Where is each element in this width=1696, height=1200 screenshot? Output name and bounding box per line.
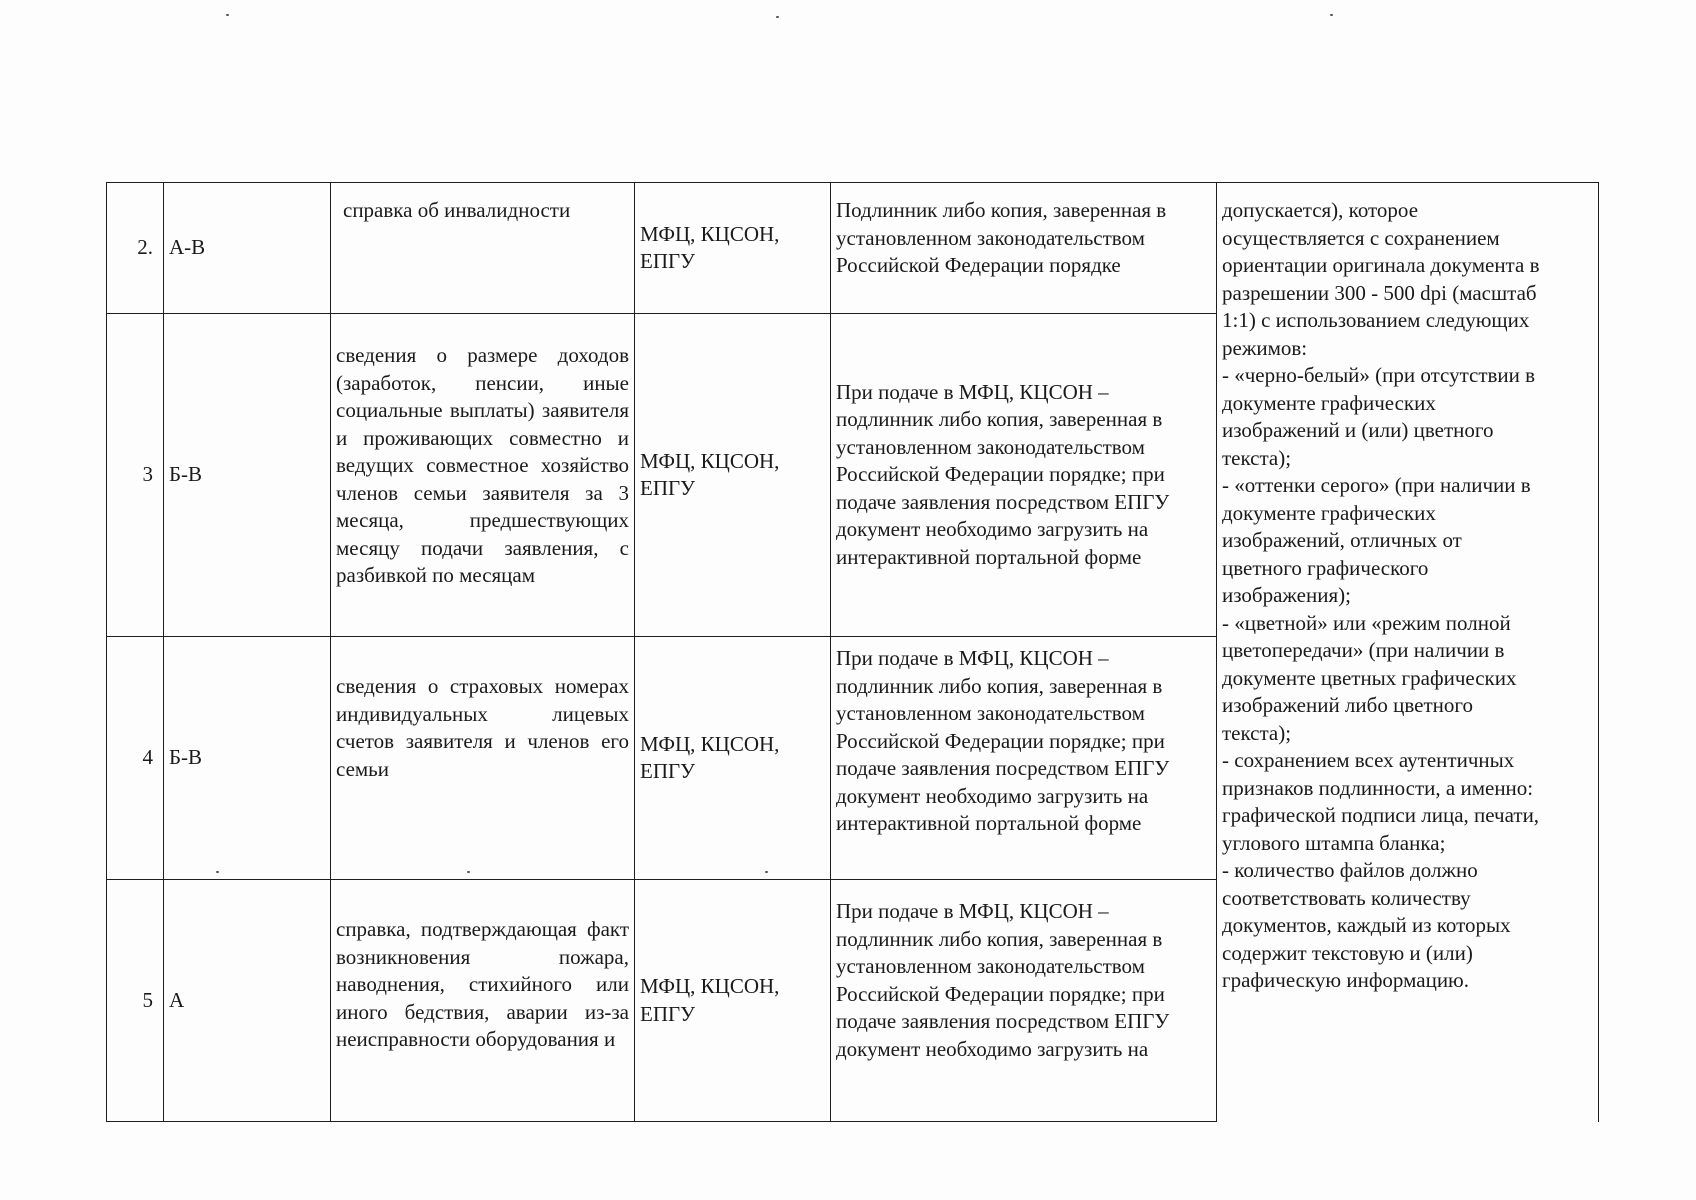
requirement-line: изображения); (1222, 583, 1351, 607)
row-where-submit: МФЦ, КЦСОН, ЕПГУ (635, 880, 831, 1122)
row-category: А (164, 880, 331, 1122)
row-category: Б-В (164, 314, 331, 637)
row-document: справка об инвалидности (331, 183, 635, 314)
scan-speck (765, 871, 768, 873)
row-submission-form: При подаче в МФЦ, КЦСОН – подлинник либо копия, заверенная в установленном законодательством Российской Федерации порядке; при подаче заявления посредством ЕПГУ документ необходимо загрузить на интерактивной портальной форме (831, 314, 1217, 637)
requirement-line: изображений и (или) цветного (1222, 418, 1494, 442)
scan-speck (1330, 14, 1333, 16)
row-submission-form: Подлинник либо копия, заверенная в установленном законодательством Российской Федерации порядке (831, 183, 1217, 314)
requirement-line: ориентации оригинала документа в (1222, 253, 1540, 277)
requirement-line: документе графических (1222, 500, 1436, 525)
row-submission-form: При подаче в МФЦ, КЦСОН – подлинник либо копия, заверенная в установленном законодательством Российской Федерации порядке; при подаче заявления посредством ЕПГУ документ необходимо загрузить на (831, 880, 1217, 1122)
requirement-line: - «оттенки серого» (при наличии в (1222, 473, 1531, 497)
requirement-line: разрешении 300 - 500 dpi (масштаб (1222, 280, 1537, 305)
requirement-line: документов, каждый из которых (1222, 913, 1511, 937)
scan-speck (467, 871, 470, 873)
row-category: Б-В (164, 637, 331, 880)
row-document: сведения о размере доходов (заработок, пенсии, иные социальные выплаты) заявителя и проживающих совместно и ведущих совместное хозяйство членов семьи заявителя за 3 месяца, предшествующих месяцу подачи заявления, с разбивкой по месяцам (331, 314, 635, 637)
requirement-line: углового штампа бланка; (1222, 830, 1446, 855)
requirement-line: цветопередачи» (при наличии в (1222, 638, 1505, 662)
requirement-line: документе цветных графических (1222, 665, 1517, 690)
row-category: А-В (164, 183, 331, 314)
requirement-line: графической подписи лица, печати, (1222, 803, 1540, 827)
requirement-line: допускается), которое (1222, 198, 1419, 222)
requirement-line: документе графических (1222, 390, 1436, 415)
requirements-cell (1217, 183, 1599, 1122)
requirement-line: текста); (1222, 720, 1292, 745)
requirement-line: - количество файлов должно (1222, 858, 1478, 882)
row-number: 5 (107, 880, 164, 1122)
scan-speck (216, 871, 219, 873)
requirement-line: осуществляется с сохранением (1222, 225, 1500, 250)
documents-table (106, 182, 1599, 1122)
requirement-line: изображений, отличных от (1222, 528, 1462, 552)
requirement-line: соответствовать количеству (1222, 885, 1471, 910)
scan-speck (226, 14, 229, 16)
requirement-line: признаков подлинности, а именно: (1222, 775, 1534, 800)
requirement-line: - «цветной» или «режим полной (1222, 610, 1511, 635)
row-number: 2. (107, 183, 164, 314)
row-where-submit: МФЦ, КЦСОН, ЕПГУ (635, 314, 831, 637)
row-number: 3 (107, 314, 164, 637)
scan-speck (776, 16, 779, 18)
requirement-line: изображений либо цветного (1222, 693, 1473, 717)
requirement-line: 1:1) с использованием следующих (1222, 308, 1530, 332)
row-where-submit: МФЦ, КЦСОН, ЕПГУ (635, 637, 831, 880)
requirements-list (1222, 197, 1593, 995)
row-document: справка, подтверждающая факт возникновения пожара, наводнения, стихийного или иного бедствия, аварии из-за неисправности оборудования и (331, 880, 635, 1122)
requirement-line: - «черно-белый» (при отсутствии в (1222, 363, 1536, 387)
requirement-line: графическую информацию. (1222, 968, 1469, 992)
requirement-line: содержит текстовую и (или) (1222, 940, 1473, 965)
table-row (107, 183, 1599, 314)
requirement-line: цветного графического (1222, 555, 1429, 580)
row-document: сведения о страховых номерах индивидуальных лицевых счетов заявителя и членов его семьи (331, 637, 635, 880)
row-number: 4 (107, 637, 164, 880)
requirement-line: текста); (1222, 445, 1292, 470)
row-where-submit: МФЦ, КЦСОН, ЕПГУ (635, 183, 831, 314)
requirement-line: - сохранением всех аутентичных (1222, 748, 1515, 772)
requirement-line: режимов: (1222, 335, 1308, 360)
row-submission-form: При подаче в МФЦ, КЦСОН – подлинник либо копия, заверенная в установленном законодательством Российской Федерации порядке; при подаче заявления посредством ЕПГУ документ необходимо загрузить на интерактивной портальной форме (831, 637, 1217, 880)
